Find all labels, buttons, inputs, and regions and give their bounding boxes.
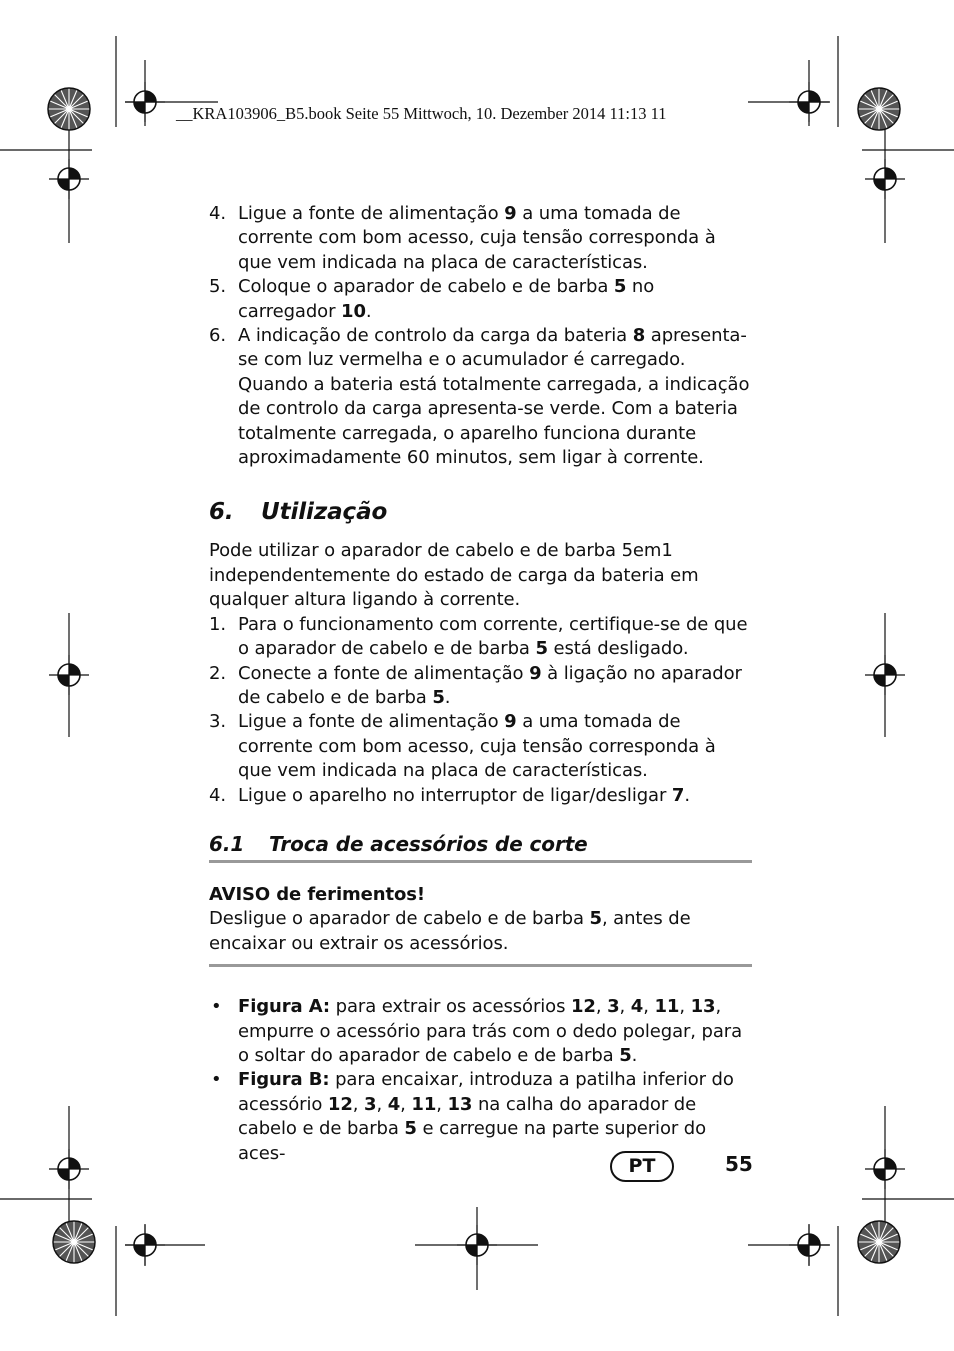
language-badge: PT [610, 1151, 674, 1182]
text-run: à ligação no aparador de cabelo e de barba [238, 662, 742, 708]
text-run: , [619, 996, 631, 1018]
bold-reference: 12 [327, 1093, 353, 1115]
figure-instructions-list [209, 995, 752, 1166]
text-run: Ligue o aparelho no interruptor de ligar/desligar [238, 784, 672, 806]
bold-reference: 13 [690, 996, 716, 1018]
bold-reference: 7 [671, 784, 685, 806]
section-title: Utilização [261, 499, 388, 526]
text-run: . [365, 300, 372, 322]
bold-reference: 10 [341, 300, 366, 322]
bold-reference: 5 [535, 638, 548, 660]
bold-reference: 11 [654, 996, 680, 1018]
list-marker: 5. [209, 276, 226, 298]
warning-text [209, 907, 752, 956]
bold-reference: Figura A: [238, 996, 331, 1018]
list-marker: 6. [209, 325, 226, 347]
bold-reference: 9 [529, 662, 542, 684]
bold-reference: 4 [630, 996, 644, 1018]
bold-reference: 13 [447, 1093, 473, 1115]
text-run: , [643, 996, 655, 1018]
charging-steps-list [209, 202, 752, 470]
list-marker: 4. [209, 203, 226, 224]
bold-reference: 5 [432, 686, 445, 708]
text-run: no carregador [238, 276, 655, 322]
bold-reference: 3 [364, 1093, 377, 1115]
text-run: na calha do aparador de cabelo e de barba [238, 1093, 697, 1140]
section-6-heading [209, 497, 752, 527]
bold-reference: 8 [632, 325, 646, 347]
page-content [209, 202, 752, 1166]
bold-reference: 11 [411, 1093, 437, 1115]
list-marker: 3. [209, 711, 226, 733]
bold-reference: 12 [570, 996, 596, 1018]
text-run: , empurre o acessório para trás com o dedo polegar, para o soltar do aparador de cabelo e de barba [238, 996, 743, 1066]
bold-reference: Figura B: [238, 1069, 330, 1091]
subsection-title: Troca de acessórios de corte [269, 831, 588, 856]
list-item [209, 662, 752, 711]
text-run: . [684, 784, 690, 806]
page-number: 55 [725, 1152, 753, 1176]
text-run: Ligue a fonte de alimentação [238, 203, 505, 224]
print-header: __KRA103906_B5.book Seite 55 Mittwoch, 10. Dezember 2014 11:13 11 [176, 104, 667, 123]
text-run: a uma tomada de corrente com bom acesso, cuja tensão corresponda à que vem indicada na placa de características. [238, 711, 716, 782]
list-item [209, 784, 752, 808]
text-run: e carregue na parte superior do aces- [238, 1118, 707, 1164]
list-marker: 1. [209, 613, 226, 635]
list-marker: • [211, 1069, 222, 1091]
list-marker: • [211, 996, 222, 1018]
text-run: a uma tomada de corrente com bom acesso, cuja tensão corresponda à que vem indicada na placa de características. [238, 203, 716, 273]
text-run: A indicação de controlo da carga da bateria [238, 325, 633, 347]
list-item [209, 275, 752, 324]
bold-reference: 5 [619, 1044, 632, 1066]
bullet-item [209, 995, 752, 1068]
text-run: , [352, 1093, 365, 1115]
bold-reference: 5 [404, 1118, 417, 1140]
section-6-1-heading [209, 831, 752, 863]
text-run: para encaixar, introduza a patilha inferior do acessório [238, 1069, 734, 1115]
text-run: . [631, 1044, 638, 1066]
list-item [209, 324, 752, 470]
text-run: , [400, 1093, 412, 1115]
text-run: Para o funcionamento com corrente, certifique-se de que o aparador de cabelo e de barba [238, 613, 748, 660]
text-run: apresenta-se com luz vermelha e o acumulador é carregado. Quando a bateria está totalmente carregada, a indicação de controlo da carga apresenta-se verde. Com a bateria totalmente carregada, o aparelho funciona durante aproximadamente 60 minutos, sem ligar à corrente. [238, 325, 750, 469]
text-run: Desligue o aparador de cabelo e de barba [209, 908, 590, 930]
text-run: , antes de encaixar ou extrair os acessórios. [209, 908, 691, 954]
subsection-number: 6.1 [209, 831, 245, 856]
text-run: está desligado. [547, 638, 689, 660]
section-6-intro: Pode utilizar o aparador de cabelo e de barba 5em1 independentemente do estado de carga da bateria em qualquer altura ligando à corrente. [209, 540, 699, 611]
bold-reference: 9 [504, 203, 517, 224]
list-item [209, 613, 752, 662]
list-marker: 2. [209, 662, 226, 684]
text-run: , [679, 996, 691, 1018]
list-item [209, 202, 752, 275]
text-run: para extrair os acessórios [330, 996, 571, 1018]
text-run: , [436, 1093, 448, 1115]
bold-reference: 5 [589, 908, 602, 930]
warning-box [209, 883, 752, 967]
text-run: , [376, 1093, 388, 1115]
warning-title: AVISO de ferimentos! [209, 883, 425, 905]
bold-reference: 5 [613, 276, 627, 298]
text-run: Ligue a fonte de alimentação [238, 711, 505, 733]
text-run: Conecte a fonte de alimentação [238, 662, 530, 684]
section-number: 6. [209, 499, 234, 526]
list-marker: 4. [209, 784, 226, 806]
usage-steps-list [209, 613, 752, 808]
text-run: . [444, 686, 451, 708]
list-item [209, 710, 752, 783]
text-run: , [595, 996, 608, 1018]
page-footer [610, 1149, 760, 1185]
bold-reference: 9 [504, 711, 517, 733]
bold-reference: 4 [387, 1093, 401, 1115]
bold-reference: 3 [607, 996, 620, 1018]
text-run: Coloque o aparador de cabelo e de barba [238, 276, 614, 298]
